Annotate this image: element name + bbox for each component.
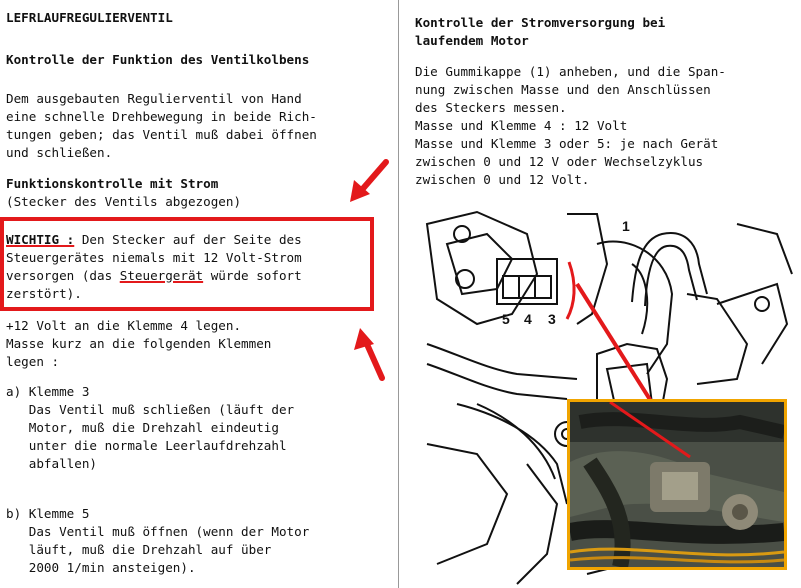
paragraph-line: tungen geben; das Ventil muß dabei öffnen	[6, 127, 317, 142]
paragraph-line: eine schnelle Drehbewegung in beide Rich-	[6, 109, 317, 124]
item-a-label: a) Klemme 3	[6, 384, 90, 399]
warning-line-3	[6, 267, 302, 285]
pin-label-5: 5	[502, 311, 510, 327]
instruction-line: Masse kurz an die folgenden Klemmen	[6, 336, 272, 351]
instruction-line: legen :	[6, 354, 60, 369]
instruction-line: +12 Volt an die Klemme 4 legen.	[6, 318, 242, 333]
item-b-line: 2000 1/min ansteigen).	[6, 560, 196, 575]
engine-photo	[570, 402, 784, 567]
item-a-line: unter die normale Leerlaufdrehzahl	[6, 438, 287, 453]
warning-underlined-term: Steuergerät	[119, 268, 204, 283]
right-line: des Steckers messen.	[415, 100, 567, 115]
right-line: Die Gummikappe (1) anheben, und die Span-	[415, 64, 726, 79]
section-subheading: (Stecker des Ventils abgezogen)	[6, 194, 242, 209]
section-heading-piston-check: Kontrolle der Funktion des Ventilkolbens	[6, 52, 310, 67]
warning-line-2: Steuergerätes niemals mit 12 Volt-Strom	[6, 250, 302, 265]
pin-label-4: 4	[524, 311, 532, 327]
item-a-line: Motor, muß die Drehzahl eindeutig	[6, 420, 279, 435]
warning-text: versorgen (das	[6, 268, 120, 283]
engine-photo-inset	[567, 399, 787, 570]
item-b-line: läuft, muß die Drehzahl auf über	[6, 542, 272, 557]
item-a-line: abfallen)	[6, 456, 97, 471]
warning-line-4: zerstört).	[6, 286, 82, 301]
paragraph-line: Dem ausgebauten Regulierventil von Hand	[6, 91, 302, 106]
arrow-icon	[354, 328, 382, 378]
right-line: Masse und Klemme 3 oder 5: je nach Gerät	[415, 136, 719, 151]
diagram-callout-1: 1	[622, 218, 630, 234]
warning-text: würde sofort	[203, 268, 302, 283]
warning-label: WICHTIG :	[6, 232, 75, 247]
column-divider	[398, 0, 399, 588]
right-line: zwischen 0 und 12 Volt.	[415, 172, 590, 187]
section-heading-current-check: Funktionskontrolle mit Strom	[6, 176, 219, 191]
item-a-line: Das Ventil muß schließen (läuft der	[6, 402, 295, 417]
item-b-label: b) Klemme 5	[6, 506, 90, 521]
warning-text: Den Stecker auf der Seite des	[74, 232, 302, 247]
right-line: zwischen 0 und 12 V oder Wechselzyklus	[415, 154, 704, 169]
right-heading-line: laufendem Motor	[415, 33, 529, 48]
arrow-icon	[350, 162, 386, 202]
warning-line-1	[6, 231, 302, 249]
pin-label-3: 3	[548, 311, 556, 327]
paragraph-line: und schließen.	[6, 145, 113, 160]
right-line: Masse und Klemme 4 : 12 Volt	[415, 118, 628, 133]
item-b-line: Das Ventil muß öffnen (wenn der Motor	[6, 524, 310, 539]
red-arrows	[340, 150, 400, 390]
right-heading-line: Kontrolle der Stromversorgung bei	[415, 15, 666, 30]
page-title: LEFRLAUFREGULIERVENTIL	[6, 10, 173, 25]
right-line: nung zwischen Masse und den Anschlüssen	[415, 82, 711, 97]
